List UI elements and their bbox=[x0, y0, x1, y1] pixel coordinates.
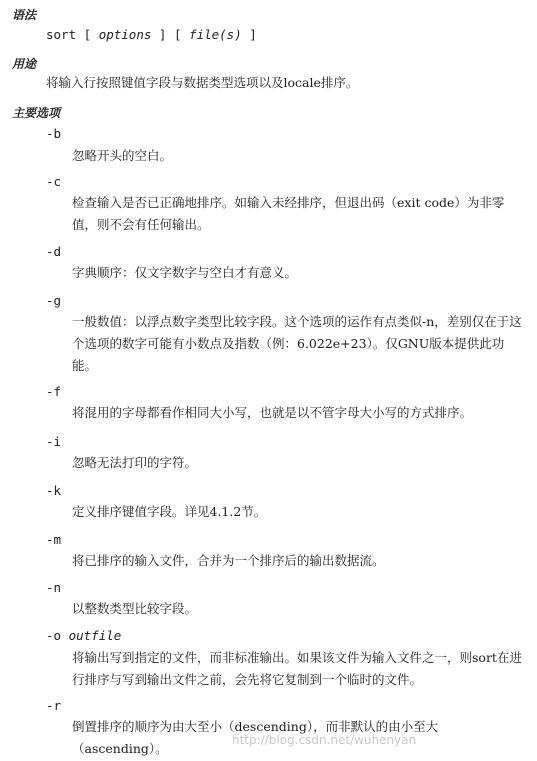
syntax-bracket: ] bbox=[249, 27, 257, 42]
option-name: -f bbox=[46, 384, 62, 399]
option-desc: 检查输入是否已正确地排序。如输入未经排序，但退出码（exit code）为非零值，则不会有任何输出。 bbox=[72, 195, 505, 232]
option-name: -k bbox=[46, 483, 62, 498]
option-arg: outfile bbox=[68, 628, 122, 643]
usage-heading: 用途 bbox=[12, 57, 37, 71]
option-desc: 忽略无法打印的字符。 bbox=[72, 455, 198, 470]
syntax-bracket: ] bbox=[158, 27, 167, 42]
syntax-options: options bbox=[98, 27, 152, 42]
option-name: -c bbox=[46, 174, 62, 189]
option-name: -m bbox=[46, 532, 62, 547]
option-name: -n bbox=[46, 580, 62, 595]
option-name: -i bbox=[46, 434, 62, 449]
option-name-with-arg bbox=[46, 628, 121, 643]
syntax-bracket: [ bbox=[173, 27, 182, 42]
option-desc: 忽略开头的空白。 bbox=[72, 148, 173, 163]
option-desc: 字典顺序：仅文字数字与空白才有意义。 bbox=[72, 265, 298, 280]
syntax-bracket: [ bbox=[83, 27, 92, 42]
option-name: -o bbox=[46, 628, 62, 643]
option-desc: 倒置排序的顺序为由大至小（descending），而非默认的由小至大（ascending）。 bbox=[72, 719, 439, 756]
option-name: -g bbox=[46, 293, 62, 308]
watermark: http://blog.csdn.net/wuhenyan bbox=[232, 733, 417, 747]
syntax-files: file(s) bbox=[189, 27, 242, 42]
syntax-line bbox=[46, 27, 257, 42]
option-desc: 将输出写到指定的文件，而非标准输出。如果该文件为输入文件之一，则sort在进行排序与写到输出文件之前，会先将它复制到一个临时的文件。 bbox=[72, 650, 522, 687]
syntax-command: sort bbox=[46, 27, 77, 42]
option-desc: 定义排序键值字段。详见4.1.2节。 bbox=[72, 504, 267, 519]
options-heading: 主要选项 bbox=[12, 106, 61, 120]
option-desc: 将已排序的输入文件，合并为一个排序后的输出数据流。 bbox=[72, 553, 385, 568]
option-name: -d bbox=[46, 244, 62, 259]
option-desc: 以整数类型比较字段。 bbox=[72, 601, 198, 616]
syntax-heading: 语法 bbox=[12, 8, 37, 22]
option-desc: 将混用的字母都看作相同大小写，也就是以不管字母大小写的方式排序。 bbox=[72, 405, 473, 420]
option-desc: 一般数值：以浮点数字类型比较字段。这个选项的运作有点类似-n，差别仅在于这个选项的数字可能有小数点及指数（例：6.022e+23）。仅GNU版本提供此功能。 bbox=[72, 314, 522, 373]
option-name: -r bbox=[46, 698, 62, 713]
option-name: -b bbox=[46, 126, 62, 141]
usage-text: 将输入行按照键值字段与数据类型选项以及locale排序。 bbox=[46, 75, 359, 90]
